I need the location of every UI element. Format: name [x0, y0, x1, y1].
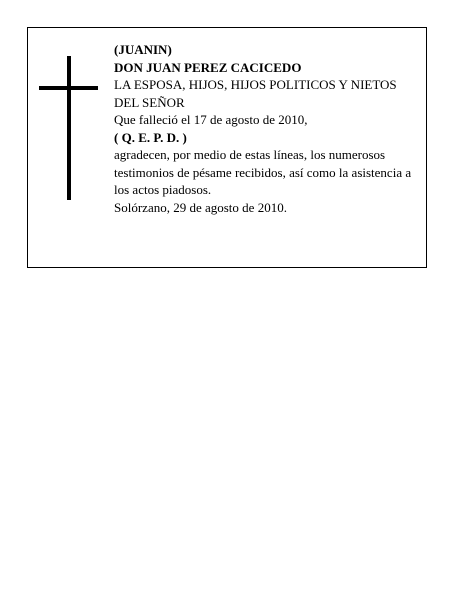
cross-horizontal-bar	[39, 86, 98, 90]
cross-vertical-bar	[67, 56, 71, 200]
nickname: (JUANIN)	[114, 42, 172, 57]
notice-text	[114, 41, 420, 216]
family-line: LA ESPOSA, HIJOS, HIJOS POLITICOS Y NIETOS DEL SEÑOR	[114, 77, 397, 110]
place-date-line: Solórzano, 29 de agosto de 2010.	[114, 199, 287, 215]
obituary-notice	[27, 27, 427, 268]
rip-line: ( Q. E. P. D. )	[114, 129, 187, 145]
thanks-paragraph: agradecen, por medio de estas líneas, los numerosos testimonios de pésame recibidos, así como la asistencia a los actos piadosos.	[114, 147, 412, 197]
deceased-name: DON JUAN PEREZ CACICEDO	[114, 59, 302, 75]
death-date-line: Que falleció el 17 de agosto de 2010,	[114, 112, 308, 127]
